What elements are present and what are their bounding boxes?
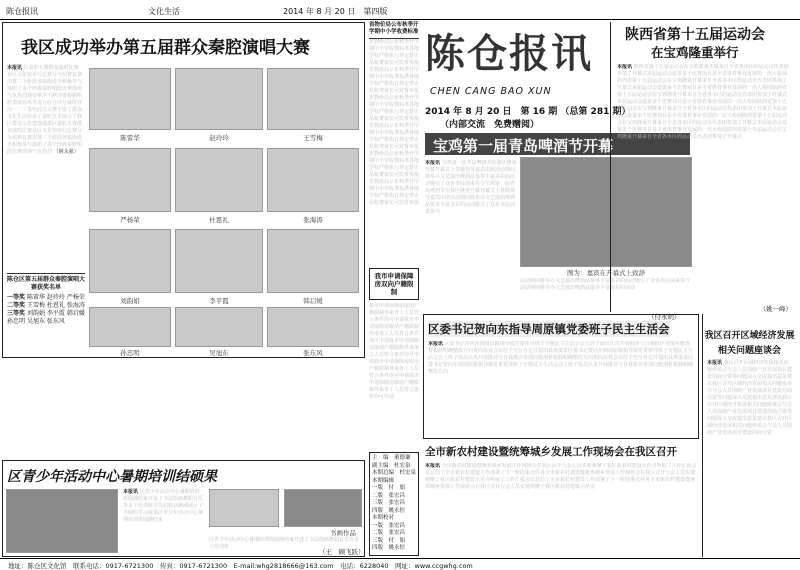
singer-photo-4 <box>89 148 171 212</box>
youth-center-article: 区青少年活动中心暑期培训结硕果 本报讯 区青少年活动中心暑期培训班圆满结束开设了书法绘画舞蹈音乐等多个培训班学员们收获满满展示了丰硕的学习成果区青少年活动中心暑期培训班圆满结束 书画作品 区青少年活动中心暑期培训班圆满结束开设了书法绘画舞蹈音乐等多个培训班 （王 顾飞跃） <box>2 460 365 557</box>
youth-center-body: 本报讯 区青少年活动中心暑期培训班圆满结束开设了书法绘画舞蹈音乐等多个培训班学员们收获满满展示了丰硕的学习成果区青少年活动中心暑期培训班圆满结束 <box>123 489 204 523</box>
singer-caption-7: 刘韵娟 <box>120 297 140 305</box>
singer-caption-9: 韩启媛 <box>303 297 323 305</box>
beer-festival-body: 本报讯 宝鸡第一届青岛啤酒节在我区隆重开幕开幕式上各级领导嘉宾出席活动期间将举办文艺演出啤酒品鉴等丰富多彩的活动吸引了众多市民前来参与宝鸡第一届青岛啤酒节在我区隆重开幕开幕式上各级领导嘉宾出席活动期间将举办文艺演出啤酒品鉴等丰富多彩的活动吸引了众多市民前来参与 <box>425 160 517 215</box>
youth-photo-3 <box>284 489 362 527</box>
page-header <box>0 0 800 20</box>
winners-title: 陈仓区第五届群众秦腔演唱大赛获奖名单 <box>7 276 86 291</box>
singer-caption-3: 王雪梅 <box>303 134 323 142</box>
beer-photo-caption: 图为：嘉宾在开幕式上致辞 <box>567 269 645 277</box>
singer-photo-8 <box>175 229 263 293</box>
singer-photo-6 <box>267 148 359 212</box>
qinqiang-body: 本报讯 区秦腔大赛群众演唱比赛在区文化馆举行比赛分为预赛复赛决赛三个阶段各镇街选手积极参与演唱了多个经典秦腔唱段比赛现场气氛热烈观众掌声不断评委根据唱腔表演台风等进行综合评分最终评出一二三等奖此次大赛丰富了群众文化生活传承了秦腔艺术展示了我区群众文化建设成果区秦腔大赛群众演唱比赛在区文化馆举行比赛分为预赛复赛决赛三个阶段各镇街选手积极参与演唱了多个经典秦腔唱段比赛现场气氛热烈 （姚永强） <box>7 65 83 155</box>
youth-photo-caption: 书画作品 <box>330 529 356 537</box>
beer-author: （付永明） <box>648 313 681 321</box>
economy-forum-article: 我区召开区域经济发展 相关问题座谈会 本报讯 我区召开区域经济发展相关问题座谈会与会人员围绕产业发展项目建设招商引资等问题深入交流提出意见建议我区召开区域经济发展相关问题座谈会与会人员围绕产业发展项目建设招商引资等问题深入交流提出意见建议我区召开区域经济发展相关问题座谈会与会人员围绕产业发展项目建设招商引资等问题深入交流提出意见建议我区召开区域经济发展相关问题座谈会与会人员围绕产业发展项目建设招商引资 <box>702 314 796 557</box>
qinqiang-headline: 我区成功举办第五届群众秦腔演唱大赛 <box>21 38 310 58</box>
qinqiang-byline: 本报讯 <box>7 65 23 71</box>
middle-column: 省物价局公布秋季开学期中小学收费标准 省物价局公布秋季开学期中小学收费标准各地学校严格执行规定禁止乱收费家长可监督举报省物价局公布秋季开学期中小学收费标准各地学校严格执行规定禁止乱收费家长可监督举报省物价局公布秋季开学期中小学收费标准各地学校严格执行规定禁止乱收费家长可监督举报省物价局公布秋季开学期中小学收费标准各地学校严格执行规定禁止乱收费家长可监督举报省物价局公布秋季开学期中小学收费标准各地学校严格执行规定禁止乱收费家长可监督举报省物价局公布秋季开学期中小学收费标准各地学校严格执行规定禁止乱收费家长可监督举报 我市申请保障房双向户籍限制 我市申请保障房取消户籍限制外来务工人员符合条件均可申请我市申请保障房取消户籍限制外来务工人员符合条件均可申请我市申请保障房取消户籍限制外来务工人员符合条件均可申请我市申请保障房取消户籍限制外来务工人员符合条件均可申请我市申请保障房取消户籍限制外来务工人员符合条件均可申请 主 编 董德谦 副主编 杜宏泉 本期总编 杜宏泉 本期编辑 一版 付 娟 二版 张宏昌 三版 张宏昌 四版 姚永恒 本期校对 一版 张宏昌 二版 张宏昌 三版 付 娟 四版 姚永恒 <box>369 22 419 557</box>
singer-caption-11: 吴旭东 <box>209 349 229 357</box>
masthead-title: 陈仓报讯 <box>425 30 593 77</box>
singer-photo-7 <box>89 229 171 293</box>
third-prize-label: 三等奖 <box>7 310 26 317</box>
countryside-headline: 全市新农村建设暨统筹城乡发展工作现场会在我区召开 <box>425 446 677 458</box>
header-date-page: 2014 年 8 月 20 日 第四版 <box>283 7 388 16</box>
singer-photo-3 <box>267 68 359 130</box>
youth-center-headline: 区青少年活动中心暑期培训结硕果 <box>7 469 217 485</box>
winners-list: 陈仓区第五届群众秦腔演唱大赛获奖名单 一等奖 陈雷华 赵玲玲 严杨荣 二等奖 王雪梅 杜恩礼 张海涛 三等奖 刘韵娟 李平霞 韩启媛 孙忠明 吴旭东 张东风 <box>7 273 85 353</box>
beer-festival-headline: 宝鸡第一届青岛啤酒节开幕 <box>425 133 690 155</box>
provincial-games-article: 陕西省第十五届运动会 在宝鸡隆重举行 本报讯 陕西省第十五届运动会在宝鸡隆重开幕来自全省各市区的运动员代表团参加了开幕式本届运动会设置多个比赛项目是全省体育事业发展的一次大检阅陕西省第十五届运动会在宝鸡隆重开幕来自全省各市区的运动员代表团参加了开幕式本届运动会设置多个比赛项目是全省体育事业发展的一次大检阅陕西省第十五届运动会在宝鸡隆重开幕来自全省各市区的运动员代表团参加了开幕式本届运动会设置多个比赛项目是全省体育事业发展的一次大检阅陕西省第十五届运动会在宝鸡隆重开幕来自全省各市区的运动员代表团参加了开幕式本届运动会设置多个比赛项目是全省体育事业发展的一次大检阅陕西省第十五届运动会在宝鸡隆重开幕来自全省各市区的运动员代表团参加了开幕式本届运动会设置多个比赛项目是全省体育事业发展的一次大检阅陕西省第十五届运动会在宝鸡隆重开幕来自全省各市区的运动员代表团参加了开幕式 （姚一峰） <box>610 22 796 312</box>
singer-photo-10 <box>89 307 171 347</box>
singer-photo-12 <box>267 307 359 347</box>
masthead-issue: 2014 年 8 月 20 日 第 16 期 （总第 281 期） <box>425 107 631 117</box>
provincial-games-headline-2: 在宝鸡隆重举行 <box>651 45 739 60</box>
singer-caption-1: 陈雷华 <box>120 134 140 142</box>
qinqiang-author: （姚永强） <box>53 149 79 155</box>
singer-photo-2 <box>175 68 263 130</box>
first-prize-label: 一等奖 <box>7 294 26 301</box>
provincial-games-byline: 本报讯 <box>617 64 633 70</box>
provincial-games-author: （姚一峰） <box>759 305 792 313</box>
masthead-subtitle: （内部交流 免费赠阅） <box>440 120 540 130</box>
economy-forum-byline: 本报讯 <box>707 360 723 366</box>
economy-forum-headline-1: 我区召开区域经济发展 <box>704 331 795 341</box>
singer-photo-11 <box>175 307 263 347</box>
singer-caption-5: 杜恩礼 <box>209 216 229 224</box>
economy-forum-headline-2: 相关问题座谈会 <box>717 346 781 356</box>
singer-photo-5 <box>175 148 263 212</box>
singer-caption-8: 李平霞 <box>209 297 229 305</box>
party-meeting-byline: 本报讯 <box>428 341 444 347</box>
youth-author: （王 顾飞跃） <box>319 548 365 556</box>
party-meeting-article: 区委书记贺向东指导周原镇党委班子民主生活会 本报讯 区委书记贺向东到周原镇指导镇党委领导班子专题民主生活会会上班子成员认真开展批评与自我批评查找问题剖析根源明确整改方向贺向东对会议给予充分肯定并提出具体要求区委书记贺向东到周原镇指导镇党委领导班子专题民主生活会会上班子成员认真开展批评与自我批评查找问题剖析根源明确整改方向贺向东对会议给予充分肯定并提出具体要求区委书记贺向东到周原镇指导镇党委领导班子专题民主生活会会上班子成员认真开展批评与自我批评查找问题剖析根源明确整改方向 <box>423 314 699 439</box>
countryside-article: 全市新农村建设暨统筹城乡发展工作现场会在我区召开 本报讯 全市新农村建设暨统筹城乡发展工作现场会在我区召开与会人员实地观摩了我区新农村建设示范点听取了工作汇报会议总结了全市新农村建设工作部署了下一阶段重点任务全市新农村建设暨统筹城乡发展工作现场会在我区召开与会人员实地观摩了我区新农村建设示范点听取了工作汇报会议总结了全市新农村建设工作部署了下一阶段重点任务全市新农村建设暨统筹城乡发展工作现场会在我区召开与会人员实地观摩了我区新农村建设示范点 <box>425 446 697 490</box>
singer-photo-9 <box>267 229 359 293</box>
youth-photo-2 <box>209 489 279 527</box>
youth-byline: 本报讯 <box>123 489 139 495</box>
qinqiang-article <box>2 22 365 358</box>
singer-caption-4: 严杨荣 <box>120 216 140 224</box>
second-prize-label: 二等奖 <box>7 302 26 309</box>
credits-box: 主 编 董德谦 副主编 杜宏泉 本期总编 杜宏泉 本期编辑 一版 付 娟 二版 张宏昌 三版 张宏昌 四版 姚永恒 本期校对 一版 张宏昌 二版 张宏昌 三版 付 娟 四版 姚永恒 <box>369 452 419 556</box>
housing-ad: 我市申请保障房双向户籍限制 <box>369 268 419 300</box>
party-meeting-headline: 区委书记贺向东指导周原镇党委班子民主生活会 <box>428 322 670 336</box>
singer-caption-2: 赵玲玲 <box>209 134 229 142</box>
countryside-byline: 本报讯 <box>425 463 441 469</box>
provincial-games-headline-1: 陕西省第十五届运动会 <box>625 27 765 43</box>
price-notice-title: 省物价局公布秋季开学期中小学收费标准 <box>369 22 419 39</box>
singer-caption-6: 张海涛 <box>303 216 323 224</box>
beer-byline: 本报讯 <box>425 160 441 166</box>
youth-photo-1 <box>6 489 118 553</box>
singer-photo-1 <box>89 68 171 130</box>
header-section: 文化生活 <box>148 7 180 16</box>
masthead-pinyin: CHEN CANG BAO XUN <box>430 86 552 97</box>
singer-caption-10: 孙忠明 <box>120 349 140 357</box>
page-footer: 地址：陈仓区文化馆 联系电话：0917-6721300 传真：0917-6721300 E-mail:whg2818666@163.com 电话：6228040 网址：www.ccgwhg.com <box>0 558 800 570</box>
singer-caption-12: 张东风 <box>303 349 323 357</box>
header-paper-name: 陈仓报讯 <box>6 7 38 16</box>
